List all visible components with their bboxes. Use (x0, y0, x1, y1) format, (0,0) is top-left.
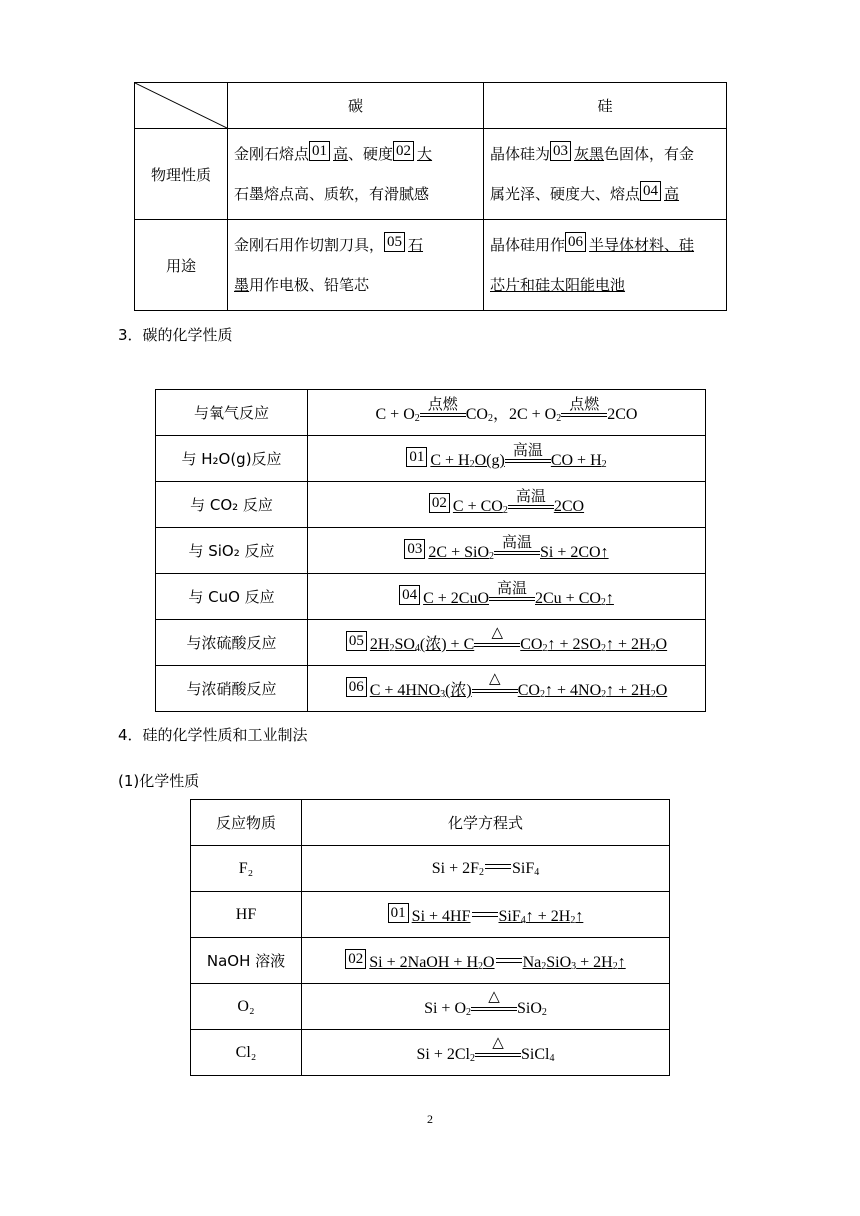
header-reactant: 反应物质 (191, 800, 302, 846)
equation-cell: 02 Si + 2NaOH + $H_2O$ $Na_2SiO_3$ + $2H_2↑$ (302, 938, 670, 984)
condition-label: 高温 (501, 533, 532, 551)
equation-cell: $Si + 2Cl_2$ △ SiCl$_4$ (302, 1030, 670, 1076)
silicon-physical-cell (484, 129, 727, 220)
answer: 大 (417, 145, 433, 163)
row-label: 与 CuO 反应 (156, 574, 308, 620)
condition-sign (561, 395, 607, 423)
row-label-use: 用途 (135, 220, 228, 311)
header-equation: 化学方程式 (302, 800, 670, 846)
equation-cell: $C + O_2$ 点燃 $CO_2$，$2C + O_2$ 点燃 2CO (308, 390, 706, 436)
condition-sign (508, 487, 554, 515)
condition-sign (475, 1033, 521, 1063)
row-label: 与氧气反应 (156, 390, 308, 436)
blank-number: 04 (399, 585, 420, 605)
answer: 半导体材料、硅 (589, 236, 695, 254)
blank-number: 01 (406, 447, 427, 467)
blank-number: 02 (393, 141, 414, 161)
equation-cell: 04 C + 2CuO 高温 $2Cu + CO_2↑$ (308, 574, 706, 620)
row-label: 与 SiO₂ 反应 (156, 528, 308, 574)
condition-sign (472, 669, 518, 699)
blank-number: 06 (565, 232, 586, 252)
condition-sign (494, 533, 540, 561)
section-heading-3: 3．碳的化学性质 (118, 326, 233, 344)
silicon-use-cell (484, 220, 727, 311)
equation-cell: 05 $2H_2SO_4$(浓) + C △ $CO_2↑$ + $2SO_2↑ + 2H_2O$ (308, 620, 706, 666)
row-label: F₂ (191, 846, 302, 892)
condition-label: △ (488, 669, 501, 687)
row-label: 与 CO₂ 反应 (156, 482, 308, 528)
answer: 芯片和硅太阳能电池 (490, 276, 626, 294)
condition-sign (505, 441, 551, 469)
condition-label: △ (488, 987, 500, 1005)
blank-number: 03 (404, 539, 425, 559)
equation-cell: 06 $C + 4HNO_3$(浓) △ $CO_2↑$ + $4NO_2↑ + 2H_2O$ (308, 666, 706, 712)
blank-number: 05 (384, 232, 405, 252)
condition-label: 点燃 (569, 395, 600, 413)
header-carbon: 碳 (228, 83, 484, 129)
row-label: O₂ (191, 984, 302, 1030)
carbon-physical-cell (228, 129, 484, 220)
carbon-silicon-physical-table (134, 82, 727, 311)
equation-cell: 03 2C + SiO$_2$ 高温 Si + 2CO↑ (308, 528, 706, 574)
condition-label: 高温 (512, 441, 543, 459)
row-label: Cl₂ (191, 1030, 302, 1076)
text: 晶体硅为 (490, 145, 551, 163)
condition-sign (474, 623, 520, 653)
silicon-chemical-table (190, 799, 670, 1076)
text: 用作电极、铅笔芯 (249, 276, 370, 294)
equation-cell: $Si + 2F_2$ SiF$_4$ (302, 846, 670, 892)
blank-number: 01 (388, 903, 409, 923)
condition-label: 高温 (496, 579, 527, 597)
row-label: 与 H₂O(g)反应 (156, 436, 308, 482)
carbon-use-cell (228, 220, 484, 311)
equation-cell: $Si + O_2$ △ SiO$_2$ (302, 984, 670, 1030)
row-label: HF (191, 892, 302, 938)
page-number: 2 (427, 1112, 433, 1126)
text: 、硬度 (348, 145, 394, 163)
text: 色固体，有金 (604, 145, 695, 163)
section-heading-4: 4．硅的化学性质和工业制法 (118, 726, 308, 744)
diagonal-header-cell (135, 83, 228, 129)
row-label: 与浓硫酸反应 (156, 620, 308, 666)
row-label-physical: 物理性质 (135, 129, 228, 220)
answer: 高 (333, 145, 349, 163)
text: 晶体硅用作 (490, 236, 566, 254)
condition-sign (420, 395, 466, 423)
blank-number: 06 (346, 677, 367, 697)
answer: 石 (408, 236, 424, 254)
condition-label: △ (491, 623, 504, 641)
answer: 高 (664, 185, 680, 203)
header-silicon: 硅 (484, 83, 727, 129)
condition-label: 高温 (515, 487, 546, 505)
text: 金刚石熔点 (234, 145, 310, 163)
condition-sign (471, 987, 517, 1017)
text: 属光泽、硬度大、熔点 (490, 185, 641, 203)
row-label: NaOH 溶液 (191, 938, 302, 984)
condition-label: 点燃 (427, 395, 458, 413)
row-label: 与浓硝酸反应 (156, 666, 308, 712)
blank-number: 02 (429, 493, 450, 513)
subsection-heading: (1)化学性质 (118, 772, 200, 790)
equation-cell: 01 Si + 4HF SiF$_4$↑ + $2H_2↑$ (302, 892, 670, 938)
blank-number: 03 (550, 141, 571, 161)
carbon-chemical-table (155, 389, 706, 712)
answer: 灰黑 (574, 145, 605, 163)
blank-number: 05 (346, 631, 367, 651)
blank-number: 01 (309, 141, 330, 161)
condition-label: △ (492, 1033, 504, 1051)
text: 金刚石用作切割刀具， (234, 236, 385, 254)
equation-cell: 02 $C + CO_2$ 高温 2CO (308, 482, 706, 528)
answer: 墨 (234, 276, 250, 294)
blank-number: 02 (345, 949, 366, 969)
equation-cell: 01 $C + H_2O(g)$ 高温 CO + $H_2$ (308, 436, 706, 482)
condition-sign (489, 579, 535, 607)
blank-number: 04 (640, 181, 661, 201)
text: 石墨熔点高、质软，有滑腻感 (234, 185, 430, 203)
